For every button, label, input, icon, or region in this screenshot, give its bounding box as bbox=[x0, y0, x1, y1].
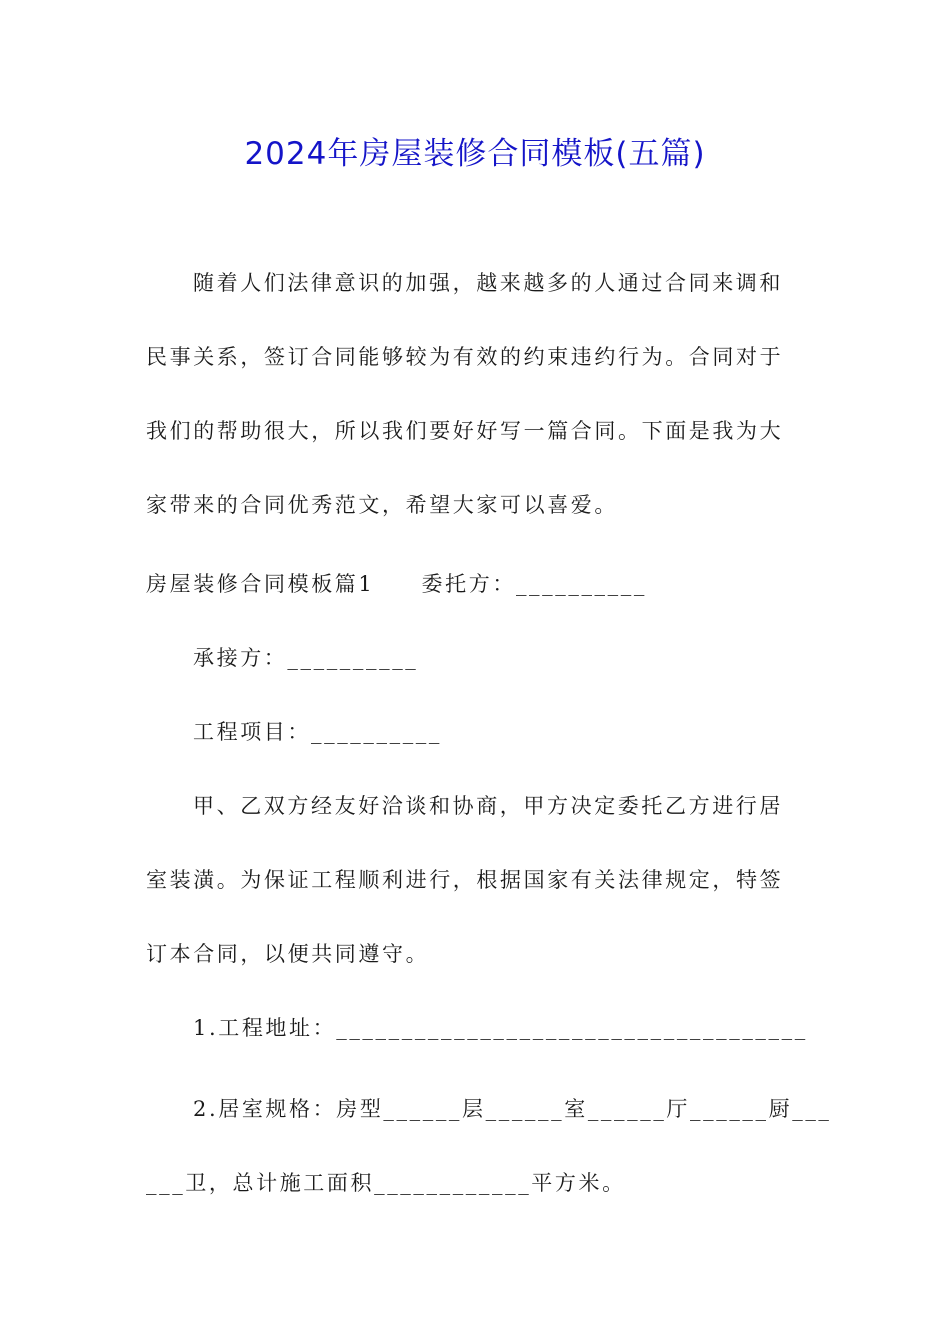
contract-heading-client-line: 房屋装修合同模板篇1 委托方：__________ bbox=[146, 572, 647, 596]
agreement-paragraph-line-1: 甲、乙双方经友好洽谈和协商，甲方决定委托乙方进行居 bbox=[193, 794, 783, 818]
clause-2-spec-line-1: 2.居室规格：房型______层______室______厅______厨___ bbox=[193, 1097, 832, 1121]
clause-1-address: 1.工程地址：____________________________________ bbox=[193, 1016, 808, 1040]
project-line: 工程项目：__________ bbox=[193, 720, 442, 744]
intro-paragraph-line-4: 家带来的合同优秀范文，希望大家可以喜爱。 bbox=[146, 493, 618, 517]
intro-paragraph-line-2: 民事关系，签订合同能够较为有效的约束违约行为。合同对于 bbox=[146, 345, 784, 369]
agreement-paragraph-line-3: 订本合同，以便共同遵守。 bbox=[146, 942, 430, 966]
agreement-paragraph-line-2: 室装潢。为保证工程顺利进行，根据国家有关法律规定，特签 bbox=[146, 868, 784, 892]
contractor-line: 承接方：__________ bbox=[193, 646, 419, 670]
intro-paragraph-line-1: 随着人们法律意识的加强，越来越多的人通过合同来调和 bbox=[193, 271, 783, 295]
intro-paragraph-line-3: 我们的帮助很大，所以我们要好好写一篇合同。下面是我为大 bbox=[146, 419, 784, 443]
clause-2-spec-line-2: ___卫，总计施工面积____________平方米。 bbox=[146, 1171, 626, 1195]
document-title: 2024年房屋装修合同模板(五篇) bbox=[244, 136, 706, 172]
